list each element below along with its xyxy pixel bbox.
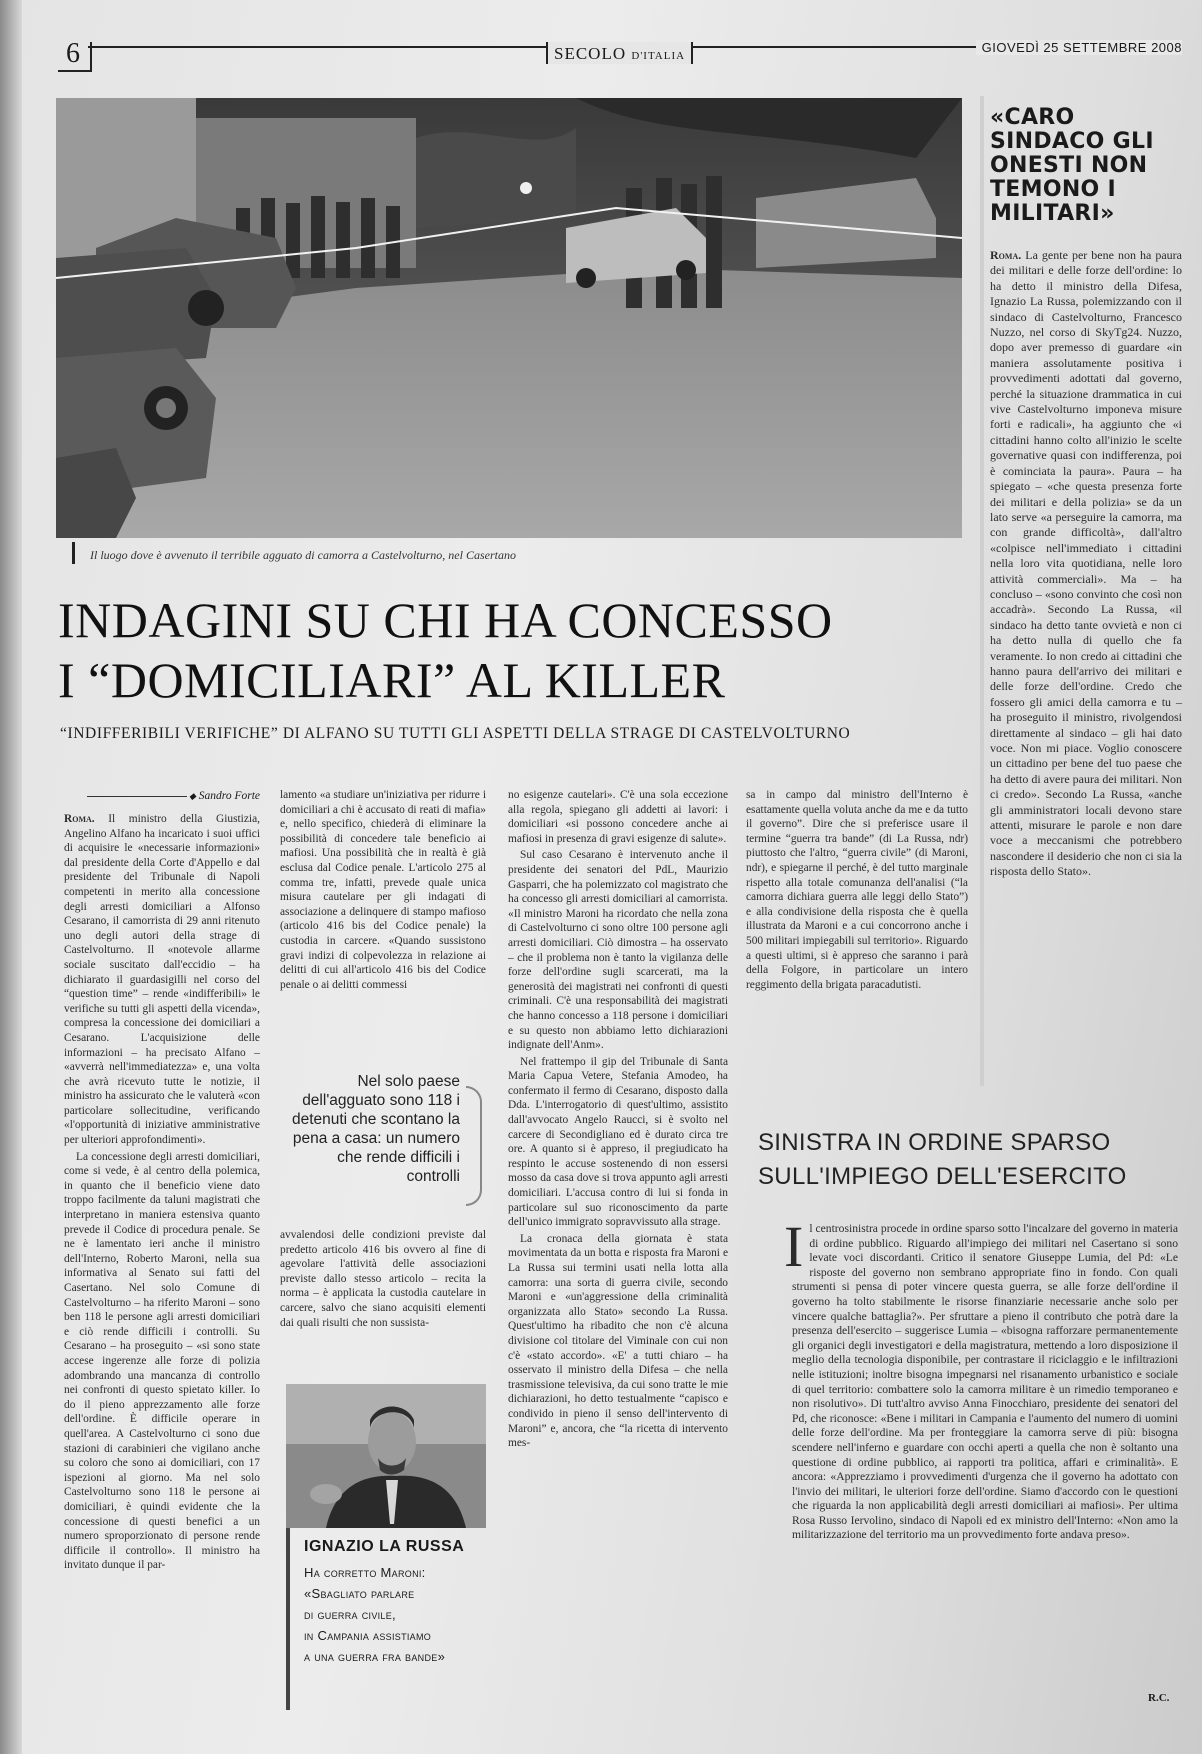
byline-rule bbox=[87, 796, 187, 797]
issue-date: GIOVEDÌ 25 SETTEMBRE 2008 bbox=[976, 40, 1182, 55]
col3-paragraph-4: La cronaca della giornata è stata movimentata da un botta e risposta fra Maroni e La Russa sui termini usati nella lotta alla camorra: una sorta di guerra civile, secondo Maroni e «un'aggressione della criminalità organizzata allo Stato» secondo La Russa. Quest'ultimo ha ribadito che non c'è alcuna divisione col titolare del Viminale con cui non c'è «stato accordo». «E' a tutti chiaro – ha osservato il ministro della Difesa – che nella trasmissione televisiva, da cui sono tratte le mie dichiarazioni, ho detto testualmente “capisco e condivido in pieno il senso dell'intervento di Maroni” e, ancora, che “la ricetta di intervento mes- bbox=[508, 1232, 728, 1450]
story2-text: l centrosinistra procede in ordine sparso sotto l'incalzare del governo in materia di ordine pubblico. Riguardo all'impiego dei militari nel Casertano si sono levate voci discordanti. Critico il senatore Giuseppe Lumia, del Pd: «Le risposte del governo non sembrano appropriate fino in fondo. Con quali strumenti si pensa di poter vincere questa guerra, se alle forze dell'ordine il governo ha tolto stabilmente le risorse finanziarie necessarie anche solo per vincere qualche battaglia?». Per sfruttare a pieno il contributo che potrà dare la presenza dell'esercito – suggerisce Lumia – «bisogna rafforzare permanentemente gli organici degli investigatori e della magistratura, mettendo a loro disposizione il meglio della tecnologia disponibile, per contrastare il riciclaggio e le infiltrazioni nelle istituzioni; inoltre bisogna impegnarsi nel risanamento urbanistico e sociale di quel territorio: combattere solo la camorra militare è un rimedio temporaneo e non risolutivo». Di tutt'altro avviso Anna Finocchiaro, presidente dei senatori del Pd, che riconosce: «Bene i militari in Campania e l'aumento del numero di uomini delle forze dell'ordine. Ma per fronteggiare la camorra serve di più: bisogna scendere nell'inferno e guardare con occhi aperti a quella che non è soltanto una questione di ordine pubblico, ai rapporti tra politica, affari e criminalità». E ancora: «Apprezziamo i provvedimenti d'urgenza che il governo ha adottato con l'invio dei militari, le ulteriori forze dell'ordine. Siamo d'accordo con le questioni che riguarda la non applicabilità degli arresti domiciliari ai mafiosi». Per ultima Rosa Russo Iervolino, sindaco di Napoli ed ex ministro dell'Interno: «Non amo la militarizzazione del territorio ma un provvedimento forte andava preso». bbox=[792, 1222, 1178, 1542]
story2-signature: R.C. bbox=[1148, 1692, 1170, 1704]
story2-headline-line-2: SULL'IMPIEGO DELL'ESERCITO bbox=[758, 1163, 1127, 1190]
article-column-2-lower bbox=[280, 1228, 486, 1332]
dateline: Roma. bbox=[64, 813, 95, 825]
photo-caption: Il luogo dove è avvenuto il terribile agguato di camorra a Castelvolturno, nel Casertano bbox=[90, 548, 516, 562]
sidebar-dateline: Roma. bbox=[990, 248, 1022, 262]
story2-body bbox=[784, 1214, 1178, 1543]
article-column-2 bbox=[280, 788, 486, 994]
pull-quote: Nel solo paese dell'agguato sono 118 i detenuti che scontano la pena a casa: un numero che rende difficili i controlli bbox=[291, 1073, 460, 1185]
quote-box-line-3: di guerra civile, bbox=[304, 1607, 396, 1622]
headline-line-2: I “DOMICILIARI” AL KILLER bbox=[58, 652, 726, 708]
quote-box bbox=[286, 1528, 486, 1710]
col3-paragraph-3: Nel frattempo il gip del Tribunale di Santa Maria Capua Vetere, Stefania Amodeo, ha confermato il fermo di Cesarano, disposto dalla Dda. L'interrogatorio di quest'ultimo, assistito dall'avvocato Angelo Raucci, si è svolto nel carcere di Secondigliano ed è durato circa tre ore. A quanto si è appreso, il pregiudicato ha respinto le accuse sostenendo di non essersi mosso da casa dove si trova appunto agli arresti domiciliari. L'accusa contro di lui si fonda in particolare sul suo riconoscimento da parte dell'unico immigrato sopravvissuto alla strage. bbox=[508, 1055, 728, 1229]
col3-paragraph-2: Sul caso Cesarano è intervenuto anche il presidente dei senatori del PdL, Maurizio Gasparri, che ha polemizzato col magistrato che ha concesso gli arresti domiciliari al camorrista. «Il ministro Maroni ha ricordato che nella zona di Castelvolturno ci sono oltre 100 persone agli arresti domiciliari. Ciò dimostra – ha osservato – che il problema non è tanto la vigilanza delle forze dell'ordine sugli scarcerati, ma la generosità dei magistrati nei confronti di questi criminali. C'è una responsabilità dei magistrati che hanno concesso a 118 persone i domiciliari e su questo non abbiamo letto dichiarazioni indignate dell'Anm». bbox=[508, 849, 728, 1052]
sidebar-headline: «CARO SINDACO GLI ONESTI NON TEMONO I MILITARI» bbox=[990, 105, 1154, 226]
col3-paragraph-1: no esigenze cautelari». C'è una sola eccezione alla regola, spiegano gli addetti ai lavori: i domiciliari «si possono concedere anche ai mafiosi in presenza di gravi esigenze di salute». bbox=[508, 789, 728, 845]
article-headline bbox=[58, 590, 978, 710]
byline-bullet-icon: ◆ bbox=[188, 791, 196, 801]
sidebar-divider bbox=[980, 96, 984, 1086]
quote-box-line-5: a una guerra fra bande» bbox=[304, 1649, 446, 1664]
col1-paragraph-1: Il ministro della Giustizia, Angelino Alfano ha incaricato i suoi uffici di acquisire le «necessarie informazioni» dal presidente della Corte d'Appello e dal presidente del Tribunale di Napoli competenti in merito alla concessione degli arresti domiciliari a Alfonso Cesarano, il camorrista di 29 anni ritenuto uno degli autori della strage di Castelvolturno. Il «notevole allarme sociale suscitato dall'eccidio – ha dichiarato il guardasigilli nel corso del “question time” – rende «indifferibili» le verifiche su tutti gli aspetti della vicenda», compresa la concessione dei domiciliari a Cesarano. L'acquisizione delle informazioni – ha precisato Alfano – «avverrà nell'immediatezza» e, una volta che avrà ricevuto tutte le notizie, il ministro ha assicurato che le valuterà «con particolare sollecitudine, verificando «l'opportunità di iniziative amministrative per ulteriori approfondimenti». bbox=[64, 813, 260, 1147]
pull-quote-brace bbox=[466, 1086, 482, 1206]
article-column-4 bbox=[746, 788, 968, 994]
col2-paragraph-2: avvalendosi delle condizioni previste dal predetto articolo 416 bis ovvero al fine di agevolare l'attività delle associazioni previste dallo stesso articolo – recita la norma – è applicata la custodia cautelare in carcere, salvo che siano acquisiti elementi dai quali risulti che non sussista- bbox=[280, 1229, 486, 1329]
page-header bbox=[58, 38, 1182, 68]
col4-paragraph-1: sa in campo dal ministro dell'Interno è esattamente quella voluta anche da me e da tutto il governo”. Dire che si preferisce usare il termine “guerra tra bande” (di La Russa, ndr) piuttosto che l'altro, “guerra civile” (di Maroni, ndr), e spiegarne il perché, è del tutto marginale rispetto alla totale comunanza dell'analisi (“la camorra dichiara guerra alle leggi dello Stato”) e alla condivisione della risposta che è quella illustrata da Maroni e a cui concorrono anche i 500 militari impiegabili sul territorio». Riguardo a questi ultimi, si è appreso che saranno i parà della Folgore, in particolare un intero reggimento della brigata paracadutisti. bbox=[746, 789, 968, 991]
page-number: 6 bbox=[66, 38, 80, 69]
story2-headline bbox=[758, 1126, 1178, 1194]
quote-box-line-2: «Sbagliato parlare bbox=[304, 1586, 415, 1601]
quote-box-name: IGNAZIO LA RUSSA bbox=[304, 1538, 465, 1555]
col2-paragraph-1: lamento «a studiare un'iniziativa per ridurre i domiciliari a chi è accusato di reati di mafia» e, nello specifico, chiederà di eliminare la possibilità di concedere tale beneficio ai mafiosi. Una possibilità che in realtà è già esclusa dal Codice penale. L'articolo 275 al comma tre, infatti, prevede quale unica misura cautelare per gli indagati di associazione a delinquere di stampo mafioso (articolo 416 bis del Codice penale) la custodia in carcere. «Quando sussistono gravi indizi di colpevolezza in relazione ai delitti di cui all'articolo 416 bis del Codice penale o ai delitti commessi bbox=[280, 789, 486, 991]
newspaper-suffix: D'ITALIA bbox=[631, 50, 686, 62]
sidebar-body bbox=[990, 248, 1182, 880]
quote-box-line-1: Ha corretto Maroni: bbox=[304, 1565, 426, 1580]
sidebar-text: La gente per bene non ha paura dei militari e delle forze dell'ordine: lo ha detto il ministro della Difesa, Ignazio La Russa, polemizzando con il sindaco di Castelvolturno, Francesco Nuzzo, nel corso di SkyTg24. Nuzzo, dopo aver premesso di guardare «in maniera assolutamente positiva i provvedimenti adottati dal governo, perché la situazione drammatica in cui vive Castelvolturno imponeva misure forti e radicali», ha aggiunto che «i cittadini hanno colto all'inizio le scelte governative quasi con indifferenza, poi è cominciata la paura». Paura – ha spiegato – «che questa presenza forte dei militari e della polizia» se da un lato serve «a perseguire la camorra, ma con grande difficoltà», dall'altro «colpisce nell'immediato i cittadini nella loro vita quotidiana, nelle loro attività commerciali». Ma – ha concluso – «sono convinto che così non accadrà». Secondo La Russa, «il sindaco ha detto tante ovvietà e non ci ha detto nulla di quello che fa veramente. Io non credo ai cittadini che hanno paura dell'arrivo dei militari e delle forze dell'ordine. Credo che fossero gli amici della camorra e tu – ha proseguito il ministro, rivolgendosi direttamente al sindaco – gli hai dato voce. Non mi piace. Voglio conoscere un cittadino per bene del tuo paese che ha detto di avere paura dei militari. Non ci credo». Secondo La Russa, «anche gli amministratori locali devono stare attenti, misurare le parole e non dare voce a meccanismi che potrebbero nascondere il desiderio che non ci sia la risposta dello Stato». bbox=[990, 248, 1183, 879]
crime-scene-photo bbox=[56, 98, 962, 538]
page-fold-shadow bbox=[0, 0, 22, 1754]
newspaper-title: SECOLO bbox=[554, 44, 627, 63]
portrait-photo bbox=[286, 1384, 486, 1528]
caption-marker bbox=[72, 542, 75, 564]
newspaper-name bbox=[546, 42, 693, 64]
quote-box-line-4: in Campania assistiamo bbox=[304, 1628, 432, 1643]
drop-cap: I bbox=[784, 1214, 804, 1279]
article-column-1 bbox=[64, 812, 260, 1575]
col1-paragraph-2: La concessione degli arresti domiciliari, come si vede, è al centro della polemica, in quanto che il beneficio viene dato troppo facilmente da taluni magistrati che interpretano in maniera estensiva quanto prevede il Codice di procedura penale. Se ne è lamentato ieri anche il ministro dell'Interno, Roberto Maroni, nella sua informativa al Senato sui fatti del Casertano. Nel solo Comune di Castelvolturno – ha riferito Maroni – sono ben 118 le persone agli arresti domiciliari e ciò rende difficili i controlli. Su Cesarano – ha proseguito – «si sono state accese ingerenze alle forze di polizia adombrando una mancanza di controllo nei confronti di questo spietato killer. Io do il pieno apprezzamento alle forze dell'ordine. È difficile operare in quell'area. A Castelvolturno ci sono due stazioni di carabinieri che vigilano anche su coloro che sono ai domiciliari, con 17 ispezioni al giorno. Ma nel solo Castelvolturno sono 118 le persone ai domiciliari, è quindi evidente che la concessione di questi benefici a un numero sproporzionato di persone rende difficile il controllo». Il ministro ha invitato dunque il par- bbox=[64, 1150, 260, 1572]
article-subhead: “INDIFFERIBILI VERIFICHE” DI ALFANO SU TUTTI GLI ASPETTI DELLA STRAGE DI CASTELVOLTURNO bbox=[60, 725, 851, 742]
author-name: Sandro Forte bbox=[198, 790, 260, 802]
headline-line-1: INDAGINI SU CHI HA CONCESSO bbox=[58, 592, 833, 648]
byline bbox=[64, 790, 260, 802]
story2-headline-line-1: SINISTRA IN ORDINE SPARSO bbox=[758, 1129, 1111, 1156]
article-column-3 bbox=[508, 788, 728, 1453]
